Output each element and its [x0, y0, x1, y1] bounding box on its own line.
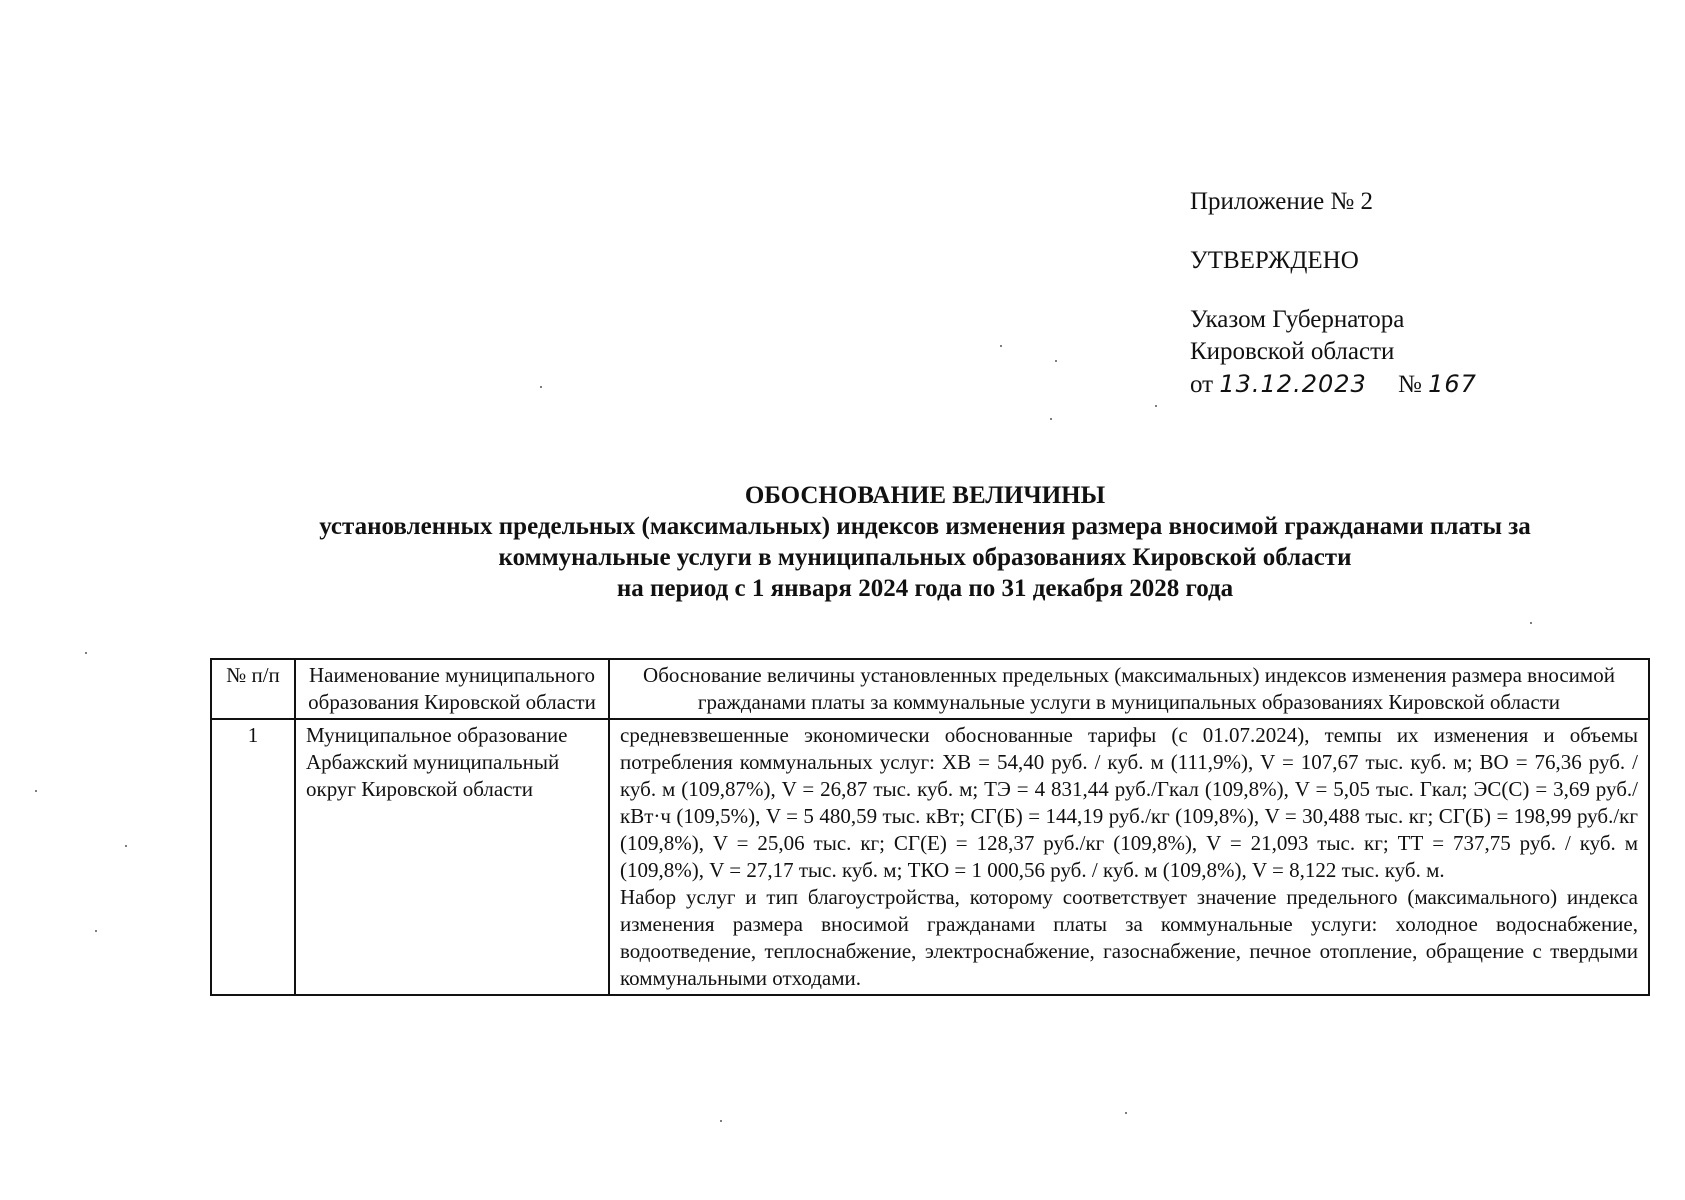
- header-num: № п/п: [211, 659, 295, 719]
- document-title: [200, 480, 1650, 604]
- title-line-1: ОБОСНОВАНИЕ ВЕЛИЧИНЫ: [744, 482, 1106, 509]
- scan-speck: [35, 790, 37, 792]
- row-name: Муниципальное образование Арбажский муниципальный округ Кировской области: [295, 719, 609, 995]
- scan-speck: [540, 386, 542, 388]
- decree-date-line: [1190, 368, 1610, 401]
- title-line-2: установленных предельных (максимальных) индексов изменения размера вносимой гражданами платы за: [319, 513, 1531, 540]
- row-justification: [609, 719, 1649, 995]
- handwritten-date: 13.12.2023: [1219, 370, 1367, 398]
- decree-line-1: Указом Губернатора: [1190, 306, 1405, 333]
- date-prefix: от: [1190, 371, 1214, 398]
- appendix-number: Приложение № 2: [1190, 188, 1374, 215]
- row-num: 1: [211, 719, 295, 995]
- title-line-3: коммунальные услуги в муниципальных образованиях Кировской области: [498, 544, 1352, 571]
- scan-speck: [720, 1120, 722, 1122]
- row-services: Набор услуг и тип благоустройства, которому соответствует значение предельного (максимального) индекса изменения размера вносимой гражданами платы за коммунальные услуги: холодное водоснабжение, водоотведение, теплоснабжение, электроснабжение, газоснабжение, печное отопление, обращение с твердыми коммунальными отходами.: [620, 885, 1638, 990]
- title-line-4: на период с 1 января 2024 года по 31 декабря 2028 года: [616, 575, 1234, 602]
- scan-speck: [1050, 418, 1052, 420]
- scan-speck: [1055, 360, 1057, 362]
- handwritten-number: 167: [1428, 370, 1477, 398]
- header-justification: Обоснование величины установленных предельных (максимальных) индексов изменения размера вносимой гражданами платы за коммунальные услуги в муниципальных образованиях Кировской области: [609, 659, 1649, 719]
- number-prefix: №: [1398, 371, 1422, 398]
- scan-speck: [1530, 622, 1532, 624]
- header-name: Наименование муниципального образования Кировской области: [295, 659, 609, 719]
- table-row: [211, 719, 1649, 995]
- scan-speck: [1000, 345, 1002, 347]
- scan-speck: [95, 930, 97, 932]
- scan-speck: [125, 845, 127, 847]
- scan-speck: [1155, 405, 1157, 407]
- scan-speck: [85, 652, 87, 654]
- appendix-block: [1190, 186, 1610, 401]
- row-tariffs: средневзвешенные экономически обоснованные тарифы (с 01.07.2024), темпы их изменения и объемы потребления коммунальных услуг: ХВ = 54,40 руб. / куб. м (111,9%), V = 107,67 тыс. куб. м; ВО = 76,36 руб. / куб. м (109,87%), V = 26,87 тыс. куб. м; ТЭ = 4 831,44 руб./Гкал (109,8%), V = 5,05 тыс. Гкал; ЭС(С) = 3,69 руб./кВт·ч (109,5%), V = 5 480,59 тыс. кВт; СГ(Б) = 144,19 руб./кг (109,8%), V = 30,488 тыс. кг; СГ(Б) = 198,99 руб./кг (109,8%), V = 25,06 тыс. кг; СГ(Е) = 128,37 руб./кг (109,8%), V = 21,093 тыс. кг; ТТ = 737,75 руб. / куб. м (109,8%), V = 27,17 тыс. куб. м; ТКО = 1 000,56 руб. / куб. м (109,8%), V = 8,122 тыс. куб. м.: [620, 723, 1638, 882]
- scan-speck: [1125, 1112, 1127, 1114]
- approved-label: УТВЕРЖДЕНО: [1190, 247, 1359, 274]
- table-header-row: [211, 659, 1649, 719]
- justification-table: [210, 658, 1650, 996]
- decree-line-2: Кировской области: [1190, 338, 1395, 365]
